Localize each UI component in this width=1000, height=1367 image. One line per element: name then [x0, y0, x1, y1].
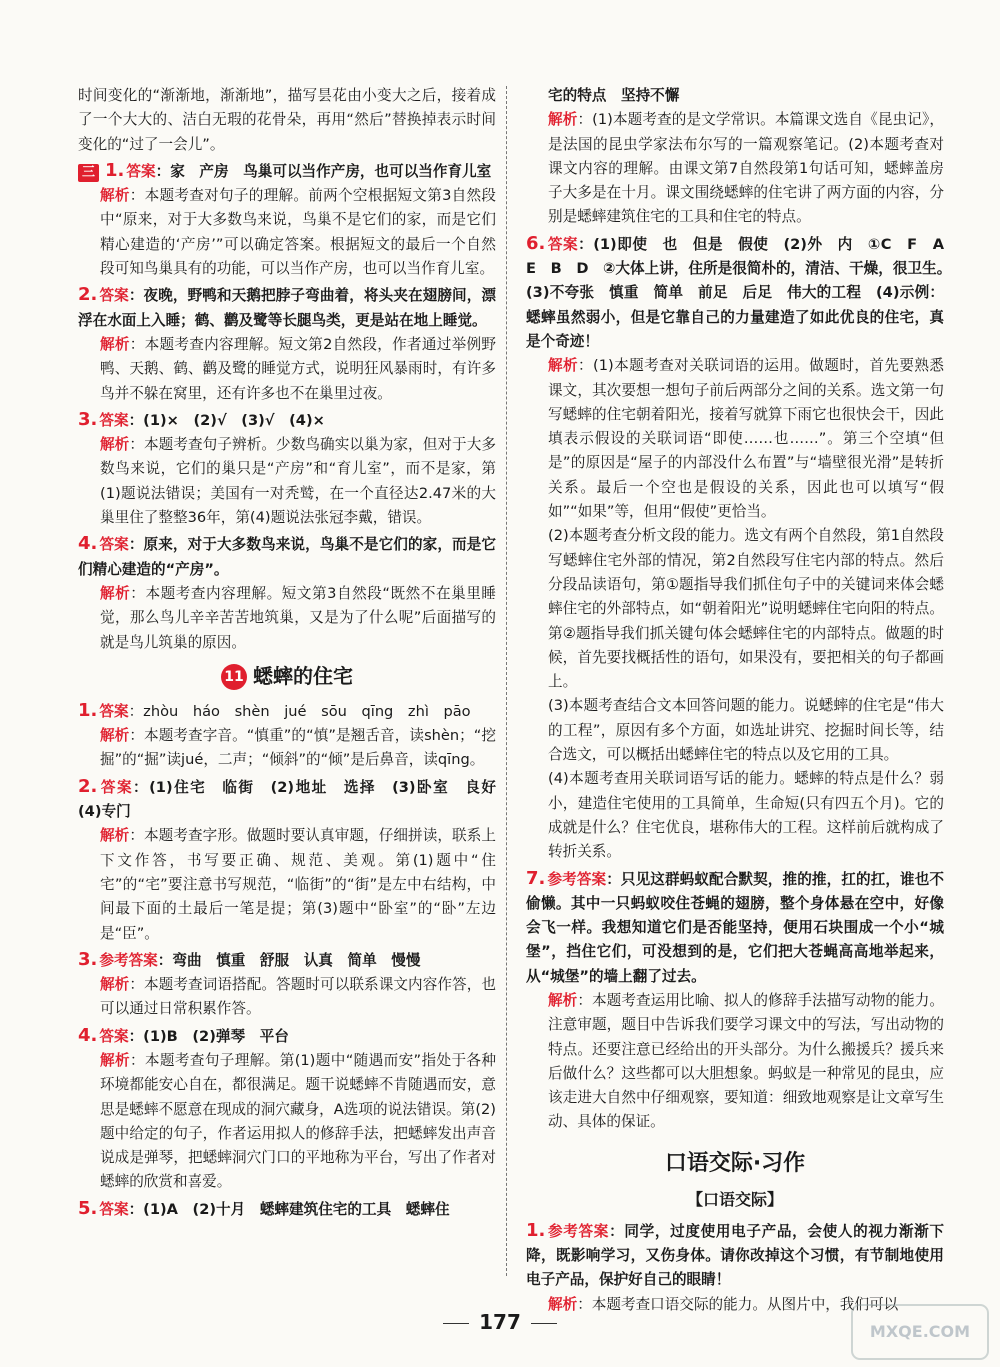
sec3-q1-exp — [78, 184, 496, 281]
lesson-q4-exp — [78, 1049, 496, 1195]
answer-tag: 参考答案 — [99, 951, 158, 969]
section-title: 口语交际·习作 — [664, 1150, 806, 1176]
explanation-text: ：本题考查句子辨析。少数鸟确实以巢为家，但对于大多数鸟来说，它们的巢只是“产房”和“育儿室”，而不是家，第(1)题说法错误；美国有一对秃鹫，在一个直径达2.47米的大巢里住了整整36年，第(4)题说法张冠李戴，错误。 — [100, 436, 496, 527]
answer-text: ：(1)即使 也 但是 假使 (2)外 内 ①C F A E B D ②大体上讲，住所是很简朴的，清洁、干燥，很卫生。 (3)不夸张 慎重 简单 前足 后足 伟大的工程 (4)示例：蟋蟀虽然弱小，但是它靠自己的力量建造了如此优良的住宅，真是个奇迹！ — [526, 235, 959, 350]
question-number: 4. — [78, 533, 98, 555]
question-number: 1. — [526, 1219, 546, 1241]
question-number: 4. — [78, 1024, 98, 1046]
answer-text: ：同学，过度使用电子产品，会使人的视力渐渐下降，既影响学习，又伤身体。请你改掉这个习惯，有节制地使用电子产品，保护好自己的眼睛！ — [526, 1222, 944, 1289]
question-number: 1. — [78, 699, 98, 721]
answer-tag: 答案 — [126, 162, 156, 180]
explanation-label: 解析 — [100, 335, 130, 353]
explanation-text: ：本题考查字音。“慎重”的“慎”是翘舌音，读shèn；“挖掘”的“掘”读jué，二声；“倾斜”的“倾”是后鼻音，读qīng。 — [100, 727, 496, 769]
right-q6-exp1 — [526, 354, 944, 524]
question-number: 2. — [78, 775, 98, 797]
sec3-q2-exp — [78, 333, 496, 406]
answer-text: ：夜晚，野鸭和天鹅把脖子弯曲着，将头夹在翅膀间，漂浮在水面上入睡；鹤、鹳及鹭等长腿鸟类，更是站在地上睡觉。 — [78, 287, 496, 329]
right-q6-exp4: (4)本题考查用关联词语写话的能力。蟋蟀的特点是什么？弱小，建造住宅使用的工具简单，生命短(只有四五个月)。它的成就是什么？住宅优良，堪称伟大的工程。这样前后就构成了转折关系。 — [548, 770, 944, 861]
answer-tag: 答案 — [547, 235, 579, 253]
answer-tag: 答案 — [99, 287, 129, 305]
column-divider — [506, 86, 507, 1276]
question-number: 1. — [105, 159, 125, 181]
answer-tag: 答案 — [99, 1200, 129, 1218]
question-number: 2. — [78, 284, 98, 306]
explanation-text: ：(1)本题考查的是文学常识。本篇课文选自《昆虫记》，是法国的昆虫学家法布尔写的一篇观察笔记。(2)本题考查对课文内容的理解。由课文第7自然段第1句话可知，蟋蟀盖房子大多是在十月。课文围绕蟋蟀的住宅讲了两方面的内容，分别是蟋蟀建筑住宅的工具和住宅的特点。 — [548, 111, 944, 226]
explanation-text: ：本题考查内容理解。短文第2自然段，作者通过举例野鸭、天鹅、鹤、鹳及鹭的睡觉方式，说明狂风暴雨时，有许多鸟并不躲在窝里，还有许多也不在巢里过夜。 — [100, 335, 496, 402]
answer-tag: 参考答案 — [547, 870, 607, 888]
answer-text: ：弯曲 慎重 舒服 认真 简单 慢慢 — [157, 951, 421, 969]
answer-tag: 答案 — [99, 778, 134, 796]
sec3-q3 — [78, 408, 496, 433]
watermark-logo — [850, 1303, 990, 1361]
sec3-q3-exp — [78, 433, 496, 530]
answer-text: ：(1)住宅 临街 (2)地址 选择 (3)卧室 良好 (4)专门 — [78, 778, 511, 821]
explanation-label: 解析 — [100, 827, 130, 845]
page-number-text: 177 — [479, 1310, 521, 1334]
lesson-q1 — [78, 699, 496, 724]
answer-tag: 参考答案 — [547, 1222, 610, 1240]
sec3-q4-exp — [78, 582, 496, 655]
lesson-q3 — [78, 948, 496, 973]
left-column — [78, 84, 511, 1222]
explanation-text: ：本题考查内容理解。短文第3自然段“既然不在巢里睡觉，那么鸟儿辛辛苦苦地筑巢，又是为了什么呢”后面描写的就是鸟儿筑巢的原因。 — [100, 584, 496, 651]
sec3-q2 — [78, 283, 496, 333]
answer-text: ：(1)× (2)√ (3)√ (4)× — [128, 411, 325, 429]
explanation-label: 解析 — [100, 727, 130, 745]
explanation-text: ：本题考查运用比喻、拟人的修辞手法描写动物的能力。注意审题，题目中告诉我们要学习课文中的写法，写出动物的特点。还要注意已经给出的开头部分。为什么搬援兵？援兵来后做什么？这些都可以大胆想象。蚂蚁是一种常见的昆虫，应该走进大自然中仔细观察，要知道：细致地观察是让文章写生动、具体的保证。 — [548, 991, 944, 1131]
answer-tag: 答案 — [99, 1027, 129, 1045]
explanation-label: 解析 — [100, 976, 130, 994]
answer-text: ：(1)B (2)弹琴 平台 — [128, 1027, 289, 1045]
explanation-text: ：本题考查句子理解。第(1)题中“随遇而安”指处于各种环境都能安心自在，都很满足。题干说蟋蟀不肯随遇而安，意思是蟋蟀不愿意在现成的洞穴藏身，A选项的说法错误。第(2)题中给定的句子，作者运用拟人的修辞手法，把蟋蟀发出声音说成是弹琴，把蟋蟀洞穴门口的平地称为平台，写出了作者对蟋蟀的欣赏和喜爱。 — [100, 1051, 496, 1191]
question-number: 3. — [78, 948, 98, 970]
answer-tag: 答案 — [99, 411, 129, 429]
sec3-q1 — [78, 159, 496, 184]
page-number-dash-left — [443, 1323, 469, 1324]
answer-tag: 答案 — [99, 702, 129, 720]
question-number: 3. — [78, 408, 98, 430]
explanation-text: ：本题考查口语交际的能力。从图片中，我们可以 — [577, 1295, 899, 1313]
explanation-label: 解析 — [100, 1051, 130, 1069]
explanation-text: ：本题考查字形。做题时要认真审题，仔细拼读，联系上下文作答，书写要正确、规范、美观。第(1)题中“住宅”的“宅”要注意书写规范，“临街”的“街”是左中右结构，中间最下面的土最后一笔是提；第(3)题中“卧室”的“卧”左边是“臣”。 — [100, 827, 496, 942]
lesson-q2-exp — [78, 824, 496, 945]
lesson-q4 — [78, 1024, 496, 1049]
explanation-text: ：本题考查对句子的理解。前两个空根据短文第3自然段中“原来，对于大多数鸟来说，鸟巢不是它们的家，而是它们精心建造的‘产房’”可以确定答案。根据短文的最后一个自然段可知鸟巢具有的功能，可以当作产房，也可以当作育儿室。 — [100, 187, 496, 278]
page-number-dash-right — [531, 1323, 557, 1324]
answer-text: ：zhòu háo shèn jué sōu qīng zhì pāo — [128, 702, 471, 720]
right-q7 — [526, 867, 944, 989]
right-q7-exp — [526, 989, 944, 1135]
answer-tag: 答案 — [99, 536, 129, 554]
svg-text:MXQE.COM: MXQE.COM — [869, 1322, 971, 1341]
explanation-label: 解析 — [548, 991, 578, 1009]
explanation-label: 解析 — [100, 187, 130, 205]
lesson-q2 — [78, 775, 511, 825]
lesson-title: 蟋蟀的住宅 — [253, 663, 353, 688]
lesson-q1-exp — [78, 724, 496, 773]
lesson-q3-exp — [78, 973, 496, 1022]
question-number: 7. — [526, 867, 546, 889]
right-q6-exp3: (3)本题考查结合文本回答问题的能力。说蟋蟀的住宅是“伟大的工程”，原因有多个方面，如选址讲究、挖掘时间长等，结合选文，可以概括出蟋蟀住宅的特点以及它用的工具。 — [548, 697, 944, 764]
explanation-label: 解析 — [100, 436, 130, 454]
lesson-q5 — [78, 1197, 496, 1222]
explanation-label: 解析 — [548, 1295, 578, 1313]
explanation-text: ：本题考查词语搭配。答题时可以联系课文内容作答，也可以通过日常积累作答。 — [100, 976, 496, 1018]
sec3-q4 — [78, 532, 496, 582]
explanation-label: 解析 — [100, 584, 131, 602]
explanation-label: 解析 — [548, 111, 578, 129]
explanation-label: 解析 — [548, 357, 579, 375]
oral-q1 — [526, 1219, 944, 1293]
right-q6-exp2: (2)本题考查分析文段的能力。选文有两个自然段，第1自然段写蟋蟀住宅外部的情况，第2自然段写住宅内部的特点。然后分段品读语句，第①题指导我们抓住句子中的关键词来体会蟋蟀住宅的外部特点，如“朝着阳光”说明蟋蟀住宅向阳的特点。第②题指导我们抓关键句体会蟋蟀住宅的内部特点。做题的时候，首先要找概括性的语句，如果没有，要把相关的句子都画上。 — [548, 527, 944, 691]
question-number: 6. — [526, 232, 546, 254]
answer-text: ：家 产房 鸟巢可以当作产房，也可以当作育儿室 — [155, 162, 492, 180]
intro-paragraph: 时间变化的“渐渐地，渐渐地”，描写昙花由小变大之后，接着成了一个大大的、洁白无瑕的花骨朵，再用“然后”替换掉表示时间变化的“过了一会儿”。 — [78, 87, 496, 153]
sub-title: 【口语交际】 — [686, 1189, 783, 1209]
continued-exp — [526, 108, 944, 229]
question-number: 5. — [78, 1197, 98, 1219]
answer-text: ：原来，对于大多数鸟来说，鸟巢不是它们的家，而是它们精心建造的“产房”。 — [78, 536, 496, 578]
lesson-heading — [78, 661, 496, 691]
answer-text: ：只见这群蚂蚁配合默契，推的推，扛的扛，谁也不偷懒。其中一只蚂蚁咬住苍蝇的翅膀，整个身体悬在空中，好像会飞一样。我想知道它们是否能坚持，便用石块围成一个小“城堡”，挡住它们，可没想到的是，它们把大苍蝇高高地举起来，从“城堡”的墙上翻了过去。 — [526, 870, 944, 985]
continued-answer: 宅的特点 坚持不懈 — [548, 87, 680, 104]
answer-text: ：(1)A (2)十月 蟋蟀建筑住宅的工具 蟋蟀住 — [128, 1200, 450, 1218]
explanation-text: ：(1)本题考查对关联词语的运用。做题时，首先要熟悉课文，其次要想一想句子前后两部分之间的关系。选文第一句写蟋蟀的住宅朝着阳光，接着写就算下雨它也很快会干，因此填表示假设的关联词语“即使……也……”。第三个空填“但是”的原因是“屋子的内部没什么布置”与“墙壁很光滑”是转折关系。最后一个空也是假设的关系，因此也可以填写“假如”“如果”等，但用“假使”更恰当。 — [548, 357, 944, 521]
section-badge: 三 — [78, 164, 99, 182]
lesson-number-badge: 11 — [221, 664, 247, 690]
right-q6 — [526, 232, 959, 354]
right-column — [526, 84, 959, 1317]
